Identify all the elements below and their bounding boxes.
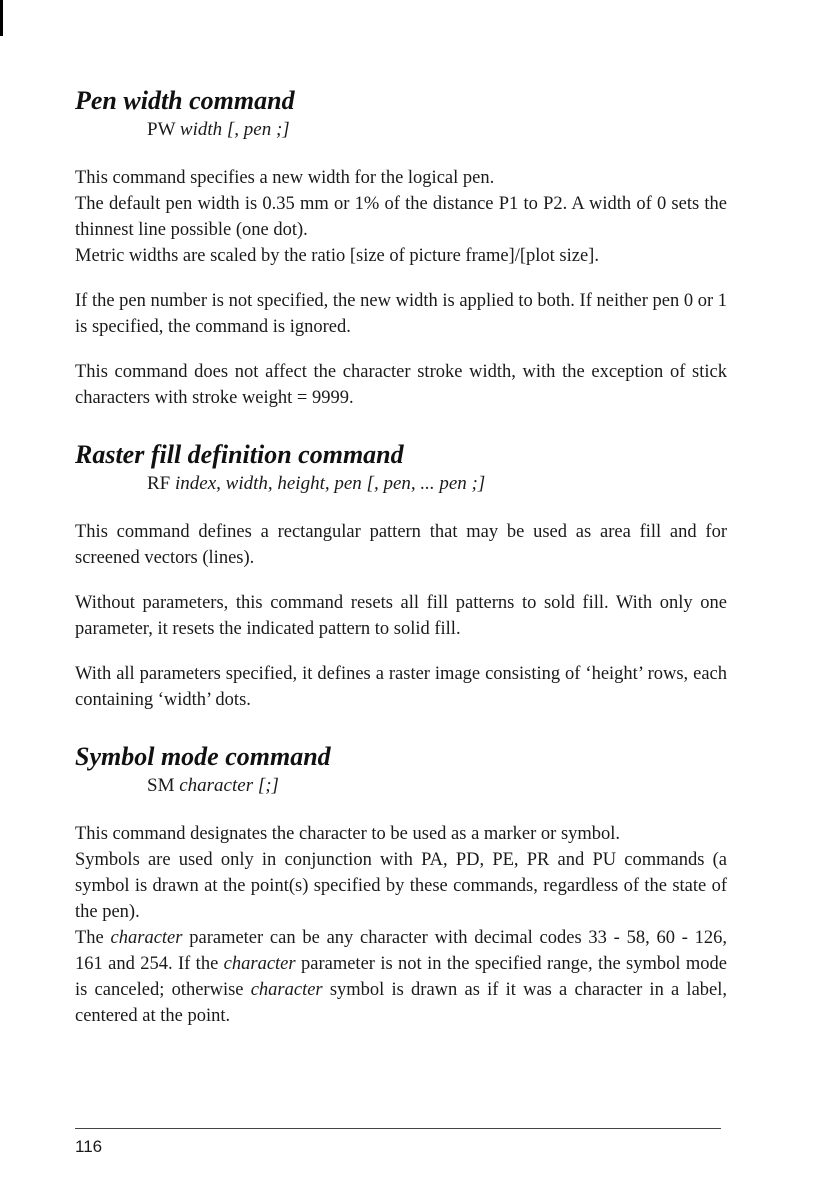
footer-rule — [75, 1128, 721, 1129]
syntax-arguments: index, width, height, pen [, pen, ... pen ;] — [175, 473, 486, 494]
text-run: The — [75, 928, 104, 948]
paragraph: This command specifies a new width for the logical pen. — [75, 168, 495, 188]
command-syntax — [147, 773, 727, 799]
section-title: Raster fill definition command — [75, 440, 404, 469]
command-syntax — [147, 117, 727, 143]
parameter-name: character — [250, 980, 323, 1000]
paragraph: The default pen width is 0.35 mm or 1% of the distance P1 to P2. A width of 0 sets the thinnest line possible (one dot). — [75, 194, 727, 240]
text-run: parameter can be any character with decimal codes 33 - 58, 60 - 126, 161 and 254. If the — [75, 928, 728, 974]
section-title: Pen width command — [75, 86, 295, 115]
paragraph: This command defines a rectangular pattern that may be used as area fill and for screened vectors (lines). — [75, 522, 727, 568]
binding-mark — [0, 0, 3, 36]
document-page — [75, 85, 727, 1029]
syntax-arguments: character [;] — [179, 775, 279, 796]
syntax-command: RF — [147, 473, 171, 494]
syntax-command: SM — [147, 775, 175, 796]
syntax-command: PW — [147, 119, 176, 140]
text-run: symbol is drawn as if it was a character in a label, centered at the point. — [75, 980, 728, 1026]
paragraph — [75, 925, 727, 1029]
section-raster-fill — [75, 439, 727, 713]
parameter-name: character — [110, 928, 183, 948]
section-title: Symbol mode command — [75, 742, 331, 771]
command-syntax — [147, 471, 727, 497]
paragraph: This command does not affect the character stroke width, with the exception of stick characters with stroke weight = 9999. — [75, 362, 727, 408]
paragraph: Symbols are used only in conjunction with PA, PD, PE, PR and PU commands (a symbol is drawn at the point(s) specified by these commands, regardless of the state of the pen). — [75, 850, 727, 922]
section-pen-width — [75, 85, 727, 411]
paragraph: This command designates the character to be used as a marker or symbol. — [75, 824, 621, 844]
parameter-name: character — [223, 954, 296, 974]
page-number: 116 — [75, 1137, 103, 1156]
paragraph: Without parameters, this command resets all fill patterns to sold fill. With only one parameter, it resets the indicated pattern to solid fill. — [75, 593, 727, 639]
paragraph: With all parameters specified, it defines a raster image consisting of ‘height’ rows, each containing ‘width’ dots. — [75, 664, 727, 710]
syntax-arguments: width [, pen ;] — [179, 119, 290, 140]
text-run: parameter is not in the specified range, the symbol mode is canceled; otherwise — [75, 954, 728, 1000]
section-symbol-mode — [75, 741, 727, 1029]
paragraph: If the pen number is not specified, the new width is applied to both. If neither pen 0 or 1 is specified, the command is ignored. — [75, 291, 727, 337]
paragraph: Metric widths are scaled by the ratio [size of picture frame]/[plot size]. — [75, 246, 599, 266]
